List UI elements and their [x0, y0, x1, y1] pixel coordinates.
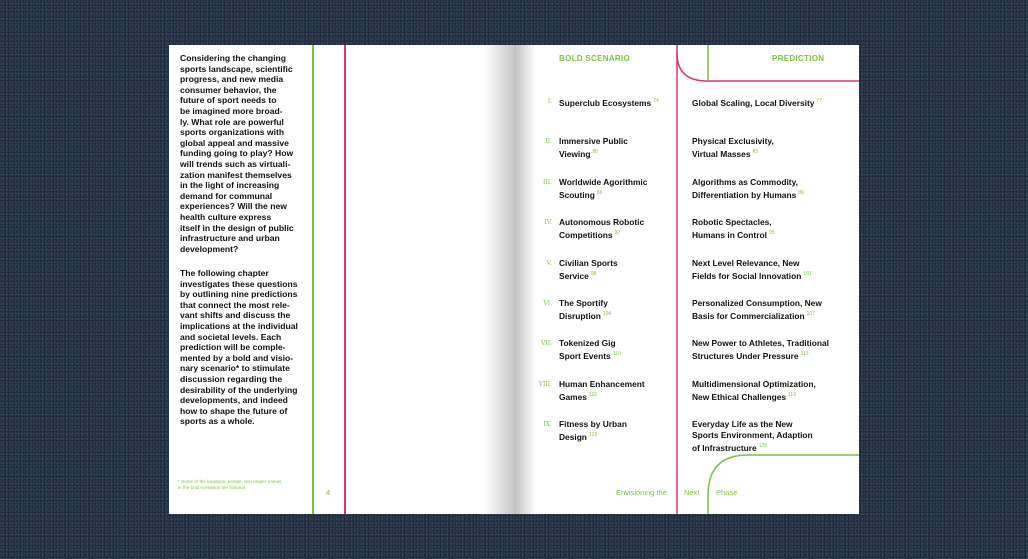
prediction-page-ref: 83 [752, 149, 759, 156]
page-number: 4 [326, 488, 331, 497]
prediction-title-text: Next Level Relevance, New Fields for Social Innovation [692, 257, 802, 281]
scenario-page-ref: 74 [653, 98, 659, 104]
prediction-title-text: Physical Exclusivity, Virtual Masses [692, 136, 774, 160]
toc-row [514, 338, 859, 374]
header-bold-scenario: BOLD SCENARIO [559, 54, 631, 63]
chapter-number: I. [547, 98, 552, 105]
prediction-page-ref: 95 [768, 230, 775, 237]
prediction-page-ref: 113 [800, 351, 809, 358]
scenario-title-text: Human Enhancement Games [559, 378, 645, 402]
scenario-title [559, 298, 674, 322]
prediction-title-text: Everyday Life as the New Sports Environment, Adaption of Infrastructure [692, 419, 813, 454]
toc-row [514, 217, 859, 253]
prediction-title-text: Multidimensional Optimization, New Ethical Challenges [692, 378, 816, 402]
toc-row [514, 136, 859, 172]
toc-row [514, 96, 859, 132]
scenario-title-text: Civilian Sports Service [559, 257, 618, 281]
prediction-title [692, 136, 852, 160]
prediction-title [692, 338, 852, 362]
scenario-title [559, 96, 674, 109]
prediction-title [692, 379, 852, 403]
scenario-title [559, 136, 674, 160]
chapter-number: VIII. [538, 380, 552, 388]
prediction-page-ref: 107 [806, 311, 815, 317]
scenario-page-ref: 110 [612, 351, 621, 358]
footer-phase: Phase [716, 488, 738, 497]
prediction-title-text: Personalized Consumption, New Basis for Commercialization [692, 298, 822, 321]
prediction-title [692, 419, 852, 454]
scenario-page-ref: 86 [596, 189, 603, 196]
chapter-number: VII. [541, 340, 552, 348]
scenario-page-ref: 80 [592, 149, 599, 156]
prediction-title [692, 298, 852, 322]
chapter-number: IV. [544, 219, 552, 227]
prediction-page-ref: 125 [758, 443, 768, 450]
scenario-page-ref: 92 [614, 230, 621, 237]
intro-paragraph-2: The following chapter investigates these questions by outlining nine predictions that connect the most rele- vant shifts and discuss the implications at the individual and societal levels. Each prediction will be comple- mented by a bold and visio- nary scenario* to stimulate discussion regarding the desirability of the underlying developments, and indeed how to shape the future of sports as a whole. [180, 268, 298, 427]
prediction-title-text: Global Scaling, Local Diversity [692, 98, 815, 108]
chapter-number: V. [546, 259, 552, 267]
toc-row [514, 177, 859, 213]
scenario-page-ref: 104 [602, 311, 612, 317]
prediction-page-ref: 89 [798, 189, 804, 196]
scenario-page-ref: 116 [588, 391, 597, 398]
scenario-title [559, 379, 674, 403]
chapter-number: III. [542, 178, 552, 186]
prediction-page-ref: 119 [788, 391, 796, 398]
footer-envisioning: Envisioning the [616, 488, 667, 497]
green-curve [708, 455, 859, 514]
scenario-title-text: Autonomous Robotic Competitions [559, 217, 645, 241]
pink-rule [344, 45, 346, 514]
scenario-title-text: Superclub Ecosystems [559, 98, 652, 108]
prediction-title-text: Algorithms as Commodity, Differentiation by Humans [692, 176, 798, 200]
scenario-title-text: Immersive Public Viewing [559, 136, 628, 160]
header-prediction: PREDICTION [772, 54, 825, 63]
pink-curve [677, 45, 859, 81]
prediction-title-text: Robotic Spectacles, Humans in Control [692, 217, 772, 241]
left-page [169, 45, 514, 514]
chapter-number: II. [545, 138, 552, 146]
scenario-title [559, 217, 674, 241]
prediction-title [692, 177, 852, 201]
toc-row [514, 298, 859, 334]
scenario-title-text: Fitness by Urban Design [559, 419, 627, 443]
scenario-title-text: The Sportify Disruption [559, 298, 608, 321]
prediction-title [692, 96, 852, 109]
prediction-title [692, 217, 852, 241]
footer-next: Next [684, 488, 700, 497]
intro-paragraph-1: Considering the changing sports landscape, scientific progress, and new media consumer behavior, the future of sport needs to be imagined more broad- ly. What role are powerful sports organizations with global appeal and massive funding going to play? How will trends such as virtuali- zation manifest themselves in the light of increasing demand for communal experiences? Will the new health culture express itself in the design of public infrastructure and urban development? [180, 53, 294, 254]
prediction-page-ref: 101 [803, 270, 812, 277]
chapter-number: VI. [543, 300, 552, 307]
green-rule [312, 45, 314, 514]
prediction-page-ref: 77 [816, 98, 822, 104]
scenario-title [559, 419, 674, 443]
toc-row [514, 258, 859, 294]
footnote: * Some of the locations, people, and proper names in the bold scenarios are fictional. [178, 479, 282, 490]
scenario-page-ref: 122 [588, 432, 598, 439]
gutter-shadow [484, 45, 514, 514]
scenario-page-ref: 98 [590, 270, 597, 277]
scenario-title-text: Worldwide Agorithmic Scouting [559, 176, 648, 200]
scenario-title [559, 258, 674, 282]
prediction-title-text: New Power to Athletes, Traditional Structures Under Pressure [692, 338, 829, 362]
prediction-title [692, 258, 852, 282]
right-page [514, 45, 859, 514]
toc-row [514, 419, 859, 455]
chapter-number: IX. [543, 421, 552, 429]
scenario-title [559, 338, 674, 362]
toc-row [514, 379, 859, 415]
scenario-title-text: Tokenized Gig Sport Events [559, 338, 616, 362]
scenario-title [559, 177, 674, 201]
